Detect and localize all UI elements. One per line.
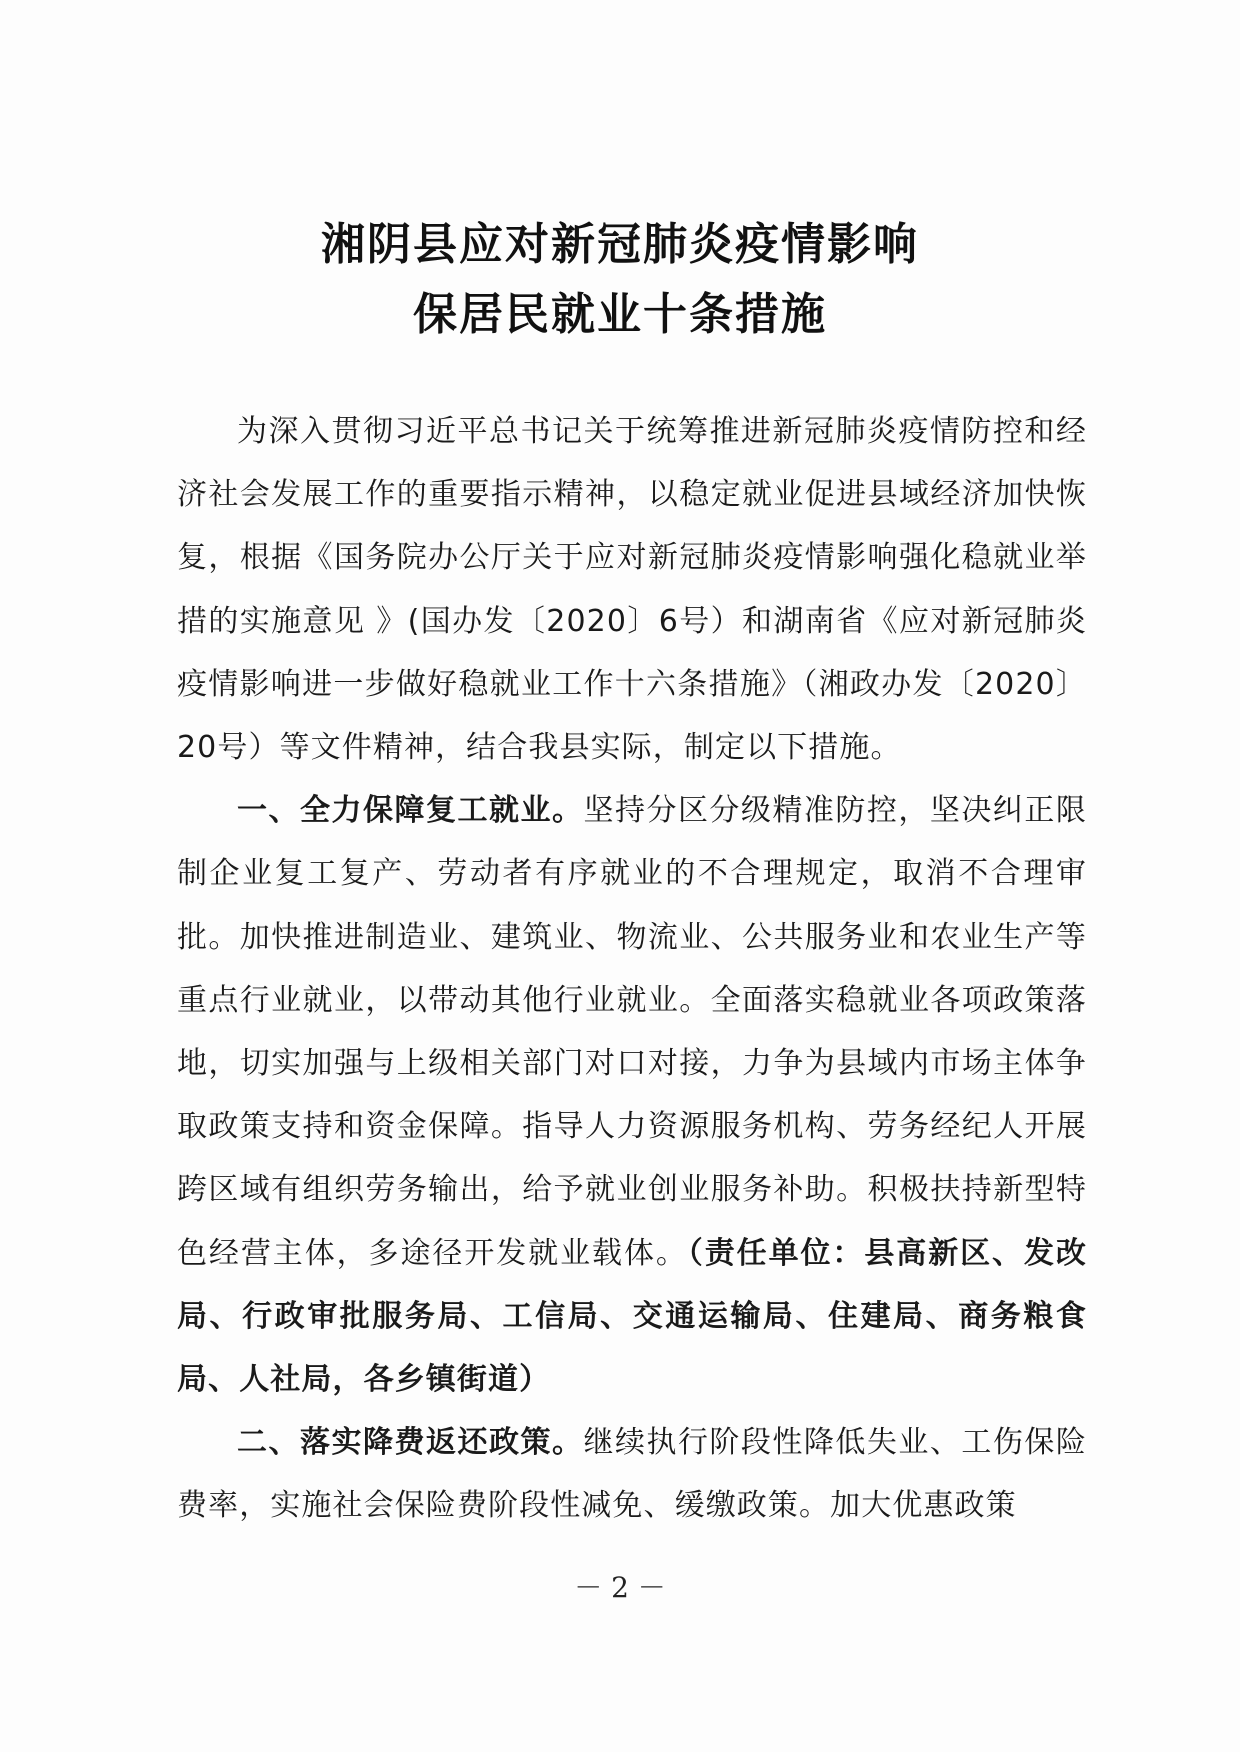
section-2-text: 继续执行阶段性降低失业、工伤保险费率，实施社会保险费阶段性减免、缓缴政策。加大优惠政策 bbox=[177, 1425, 1087, 1524]
document-title-line-2: 保居民就业十条措施 bbox=[413, 289, 827, 340]
section-2-heading: 二、落实降费返还政策。 bbox=[237, 1425, 584, 1461]
section-2-paragraph bbox=[177, 1411, 1087, 1537]
page-number: － 2 － bbox=[574, 1571, 666, 1604]
document-title-line-1: 湘阴县应对新冠肺炎疫情影响 bbox=[321, 219, 919, 270]
section-1-responsibility: （责任单位：县高新区、发改局、行政审批服务局、工信局、交通运输局、住建局、商务粮食局、人社局，各乡镇街道） bbox=[177, 1235, 1087, 1398]
section-1-heading: 一、全力保障复工就业。 bbox=[237, 793, 584, 829]
section-1-text: 坚持分区分级精准防控，坚决纠正限制企业复工复产、劳动者有序就业的不合理规定，取消不合理审批。加快推进制造业、建筑业、物流业、公共服务业和农业生产等重点行业就业，以带动其他行业就业。全面落实稳就业各项政策落地，切实加强与上级相关部门对口对接，力争为县域内市场主体争取政策支持和资金保障。指导人力资源服务机构、劳务经纪人开展跨区域有组织劳务输出，给予就业创业服务补助。积极扶持新型特色经营主体，多途径开发就业载体。 bbox=[177, 793, 1087, 1271]
document-body bbox=[177, 400, 1087, 1538]
intro-paragraph: 为深入贯彻习近平总书记关于统筹推进新冠肺炎疫情防控和经济社会发展工作的重要指示精神，以稳定就业促进县域经济加快恢复，根据《国务院办公厅关于应对新冠肺炎疫情影响强化稳就业举措的实施意见 》(国办发〔2020〕6号）和湖南省《应对新冠肺炎疫情影响进一步做好稳就业工作十六条措施》（湘政办发〔2020〕20号）等文件精神，结合我县实际，制定以下措施。 bbox=[177, 414, 1087, 766]
section-1-paragraph bbox=[177, 779, 1087, 1411]
